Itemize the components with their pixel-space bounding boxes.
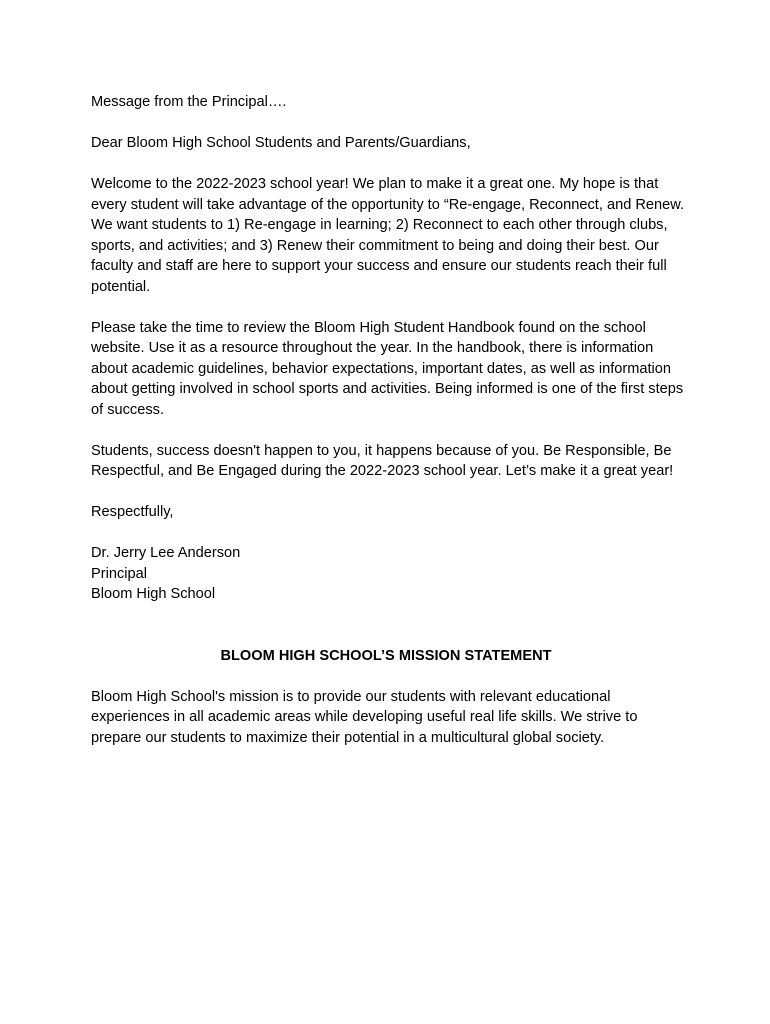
letter-content <box>91 92 691 748</box>
signature-title: Principal <box>91 565 147 582</box>
letter-paragraph-handbook: Please take the time to review the Bloom High Student Handbook found on the school website. Use it as a resource throughout the year. In the handbook, there is information about academic guidelines, behavior expectations, important dates, as well as information about getting involved in school sports and activities. Being informed is one of the first steps of success. <box>91 319 684 418</box>
letter-paragraph-welcome: Welcome to the 2022-2023 school year! We plan to make it a great one. My hope is that every student will take advantage of the opportunity to “Re-engage, Reconnect, and Renew. We want students to 1) Re-engage in learning; 2) Reconnect to each other through clubs, sports, and activities; and 3) Renew their commitment to being and doing their best. Our faculty and staff are here to support your success and ensure our students reach their full potential. <box>91 176 685 295</box>
letter-paragraph-success: Students, success doesn't happen to you, it happens because of you. Be Responsible, Be Respectful, and Be Engaged during the 2022-2023 school year. Let’s make it a great year! <box>91 442 674 479</box>
letter-closing: Respectfully, <box>91 504 174 520</box>
signature-name: Dr. Jerry Lee Anderson <box>91 545 241 561</box>
signature-block <box>91 543 691 605</box>
letter-heading: Message from the Principal…. <box>91 94 287 110</box>
signature-school: Bloom High School <box>91 586 216 602</box>
letter-salutation: Dear Bloom High School Students and Parents/Guardians, <box>91 135 471 151</box>
mission-statement-body: Bloom High School's mission is to provide our students with relevant educational experiences in all academic areas while developing useful real life skills. We strive to prepare our students to maximize their potential in a multicultural global society. <box>91 688 638 746</box>
mission-statement-title: BLOOM HIGH SCHOOL’S MISSION STATEMENT <box>220 647 552 664</box>
